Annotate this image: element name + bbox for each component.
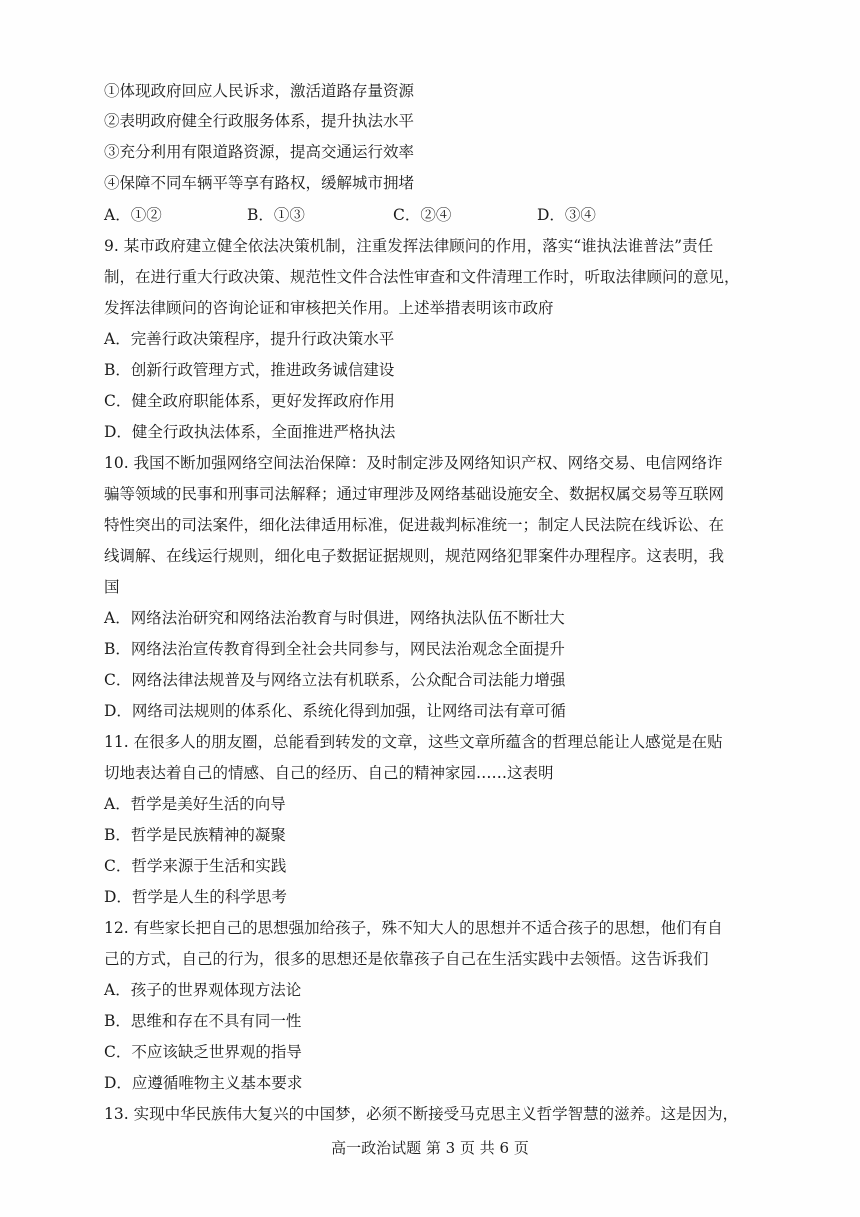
q11-stem-line-1: 11. 在很多人的朋友圈，总能看到转发的文章，这些文章所蕴含的哲理总能让人感觉是在贴	[104, 733, 723, 751]
q9-option-d: D．健全行政执法体系，全面推进严格执法	[104, 423, 396, 441]
q10-stem-line-2: 骗等领域的民事和刑事司法解释；通过审理涉及网络基础设施安全、数据权属交易等互联网	[104, 485, 725, 503]
q10-stem-line-5: 国	[104, 578, 120, 596]
q8-options	[104, 205, 744, 225]
q9-option-b: B．创新行政管理方式，推进政务诚信建设	[104, 361, 395, 379]
page-footer: 高一政治试题 第 3 页 共 6 页	[331, 1139, 529, 1157]
q8-statement-4: ④保障不同车辆平等享有路权，缓解城市拥堵	[104, 174, 415, 192]
q13-stem-line-1: 13. 实现中华民族伟大复兴的中国梦，必须不断接受马克思主义哲学智慧的滋养。这是因为，	[104, 1105, 739, 1123]
q9-stem-line-3: 发挥法律顾问的咨询论证和审核把关作用。上述举措表明该市政府	[104, 299, 554, 317]
q11-option-b: B．哲学是民族精神的凝聚	[104, 826, 286, 844]
q8-statement-2: ②表明政府健全行政服务体系，提升执法水平	[104, 112, 415, 130]
q10-option-d: D．网络司法规则的体系化、系统化得到加强，让网络司法有章可循	[104, 702, 566, 720]
q9-stem-line-2: 制，在进行重大行政决策、规范性文件合法性审查和文件清理工作时，听取法律顾问的意见，	[104, 268, 740, 286]
q11-stem-line-2: 切地表达着自己的情感、自己的经历、自己的精神家园……这表明	[104, 764, 554, 782]
q8-option-b: B．①③	[247, 206, 305, 224]
q11-option-d: D．哲学是人生的科学思考	[104, 888, 287, 906]
q12-option-a: A．孩子的世界观体现方法论	[104, 981, 302, 999]
q11-option-c: C．哲学来源于生活和实践	[104, 857, 287, 875]
q12-option-c: C．不应该缺乏世界观的指导	[104, 1043, 302, 1061]
q10-stem-line-4: 线调解、在线运行规则，细化电子数据证据规则，规范网络犯罪案件办理程序。这表明，我	[104, 547, 725, 565]
q8-option-c: C．②④	[393, 206, 452, 224]
q12-option-b: B．思维和存在不具有同一性	[104, 1012, 302, 1030]
q8-statement-3: ③充分利用有限道路资源，提高交通运行效率	[104, 143, 415, 161]
q10-option-b: B．网络法治宣传教育得到全社会共同参与，网民法治观念全面提升	[104, 640, 565, 658]
q11-option-a: A．哲学是美好生活的向导	[104, 795, 286, 813]
q8-statement-1: ①体现政府回应人民诉求，激活道路存量资源	[104, 82, 415, 100]
q12-stem-line-1: 12. 有些家长把自己的思想强加给孩子，殊不知大人的思想并不适合孩子的思想，他们有自	[104, 919, 723, 937]
q8-option-a: A．①②	[104, 206, 162, 224]
q10-option-c: C．网络法律法规普及与网络立法有机联系，公众配合司法能力增强	[104, 671, 566, 689]
q10-stem-line-3: 特性突出的司法案件，细化法律适用标准，促进裁判标准统一；制定人民法院在线诉讼、在	[104, 516, 725, 534]
q9-option-a: A．完善行政决策程序，提升行政决策水平	[104, 330, 395, 348]
q9-stem-line-1: 9. 某市政府建立健全依法决策机制，注重发挥法律顾问的作用，落实“谁执法谁普法”责任	[104, 237, 714, 255]
q8-option-d: D．③④	[537, 206, 596, 224]
q9-option-c: C．健全政府职能体系，更好发挥政府作用	[104, 392, 395, 410]
q12-option-d: D．应遵循唯物主义基本要求	[104, 1074, 303, 1092]
q10-option-a: A．网络法治研究和网络法治教育与时俱进，网络执法队伍不断壮大	[104, 609, 565, 627]
q12-stem-line-2: 己的方式，自己的行为，很多的思想还是依靠孩子自己在生活实践中去领悟。这告诉我们	[104, 950, 709, 968]
q10-stem-line-1: 10. 我国不断加强网络空间法治保障：及时制定涉及网络知识产权、网络交易、电信网络诈	[104, 454, 723, 472]
